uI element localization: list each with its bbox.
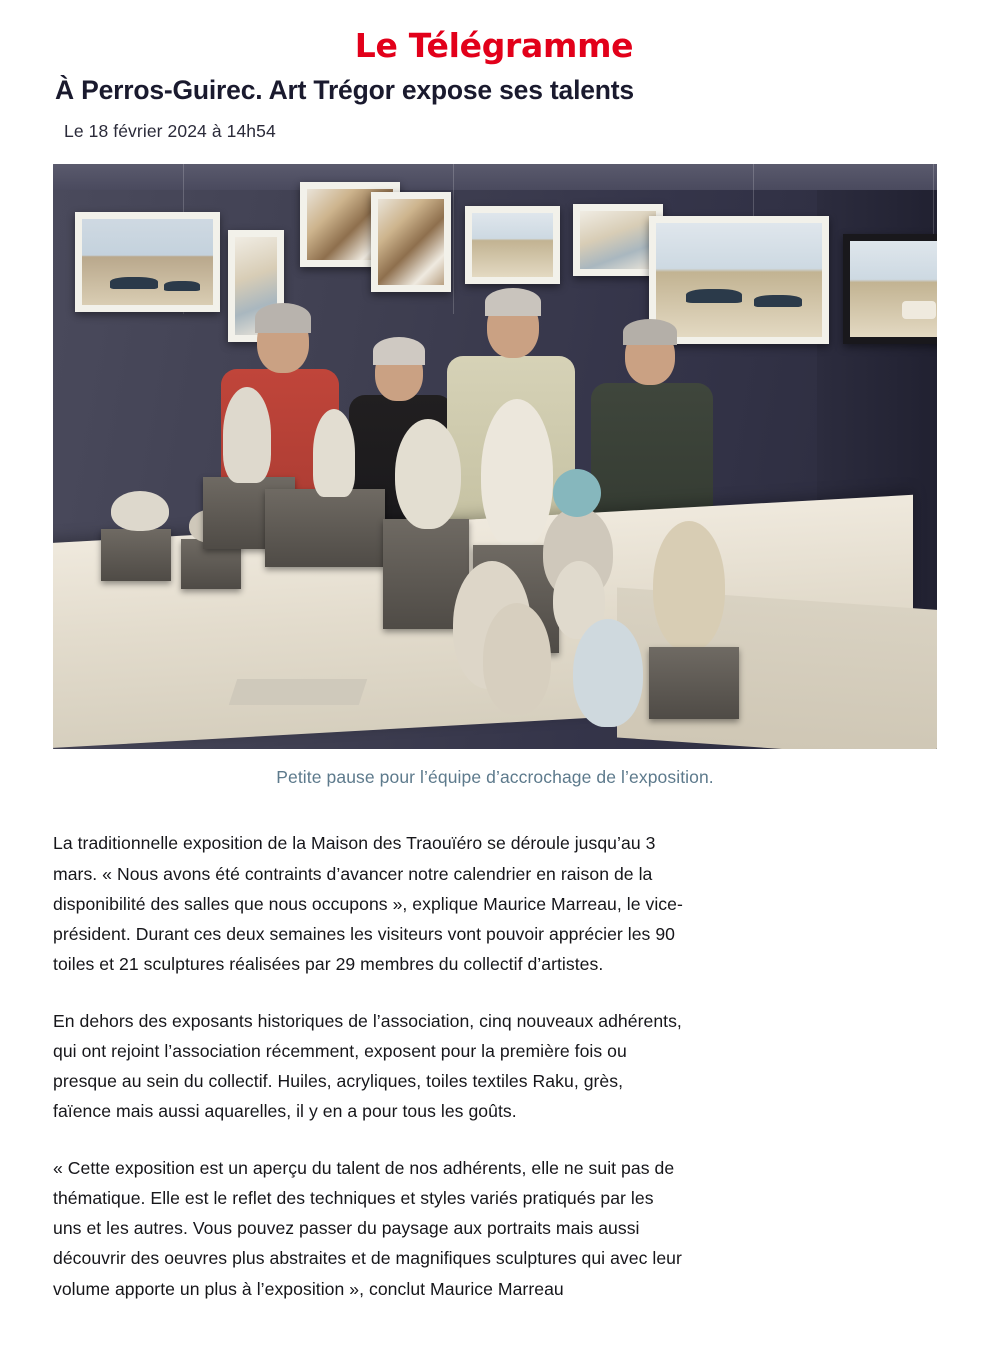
page-top-rule: [0, 0, 988, 6]
article-timestamp: Le 18 février 2024 à 14h54: [64, 121, 276, 142]
framed-painting: [465, 206, 560, 284]
sculpture-pedestal: [265, 489, 385, 567]
framed-painting: [371, 192, 451, 292]
sculpture-cat: [223, 387, 271, 483]
sculpture-pedestal: [649, 647, 739, 719]
painting-artwork: [850, 241, 937, 337]
hanging-wire: [933, 164, 934, 234]
article-figure: [53, 164, 937, 788]
article-paragraph: La traditionnelle exposition de la Maison des Traouïéro se déroule jusqu’au 3 mars. « Nous avons été contraints d’avancer notre calendrier en raison de la disponibilité des salles que nous occupons », explique Maurice Marreau, le vice-président. Durant ces deux semaines les visiteurs vont pouvoir apprécier les 90 toiles et 21 sculptures réalisées par 29 membres du collectif d’artistes.: [53, 833, 683, 975]
framed-painting: [75, 212, 220, 312]
painting-artwork: [580, 211, 656, 269]
painting-boat-shape: [754, 295, 802, 307]
painting-artwork: [472, 213, 553, 277]
sculpture-figure: [395, 419, 461, 529]
framed-painting: [843, 234, 937, 344]
person-hair: [485, 288, 541, 316]
person-hair: [623, 319, 677, 345]
article-photo: [53, 164, 937, 749]
article-paragraph: « Cette exposition est un aperçu du talent de nos adhérents, elle ne suit pas de thématique. Elle est le reflet des techniques et styles variés pratiqués par les uns et les autres. Vous pouvez passer du paysage aux portraits mais aussi découvrir des oeuvres plus abstraites et de magnifiques sculptures qui avec leur volume apporte un plus à l’exposition », conclut Maurice Marreau: [53, 1157, 682, 1299]
page-title: À Perros-Guirec. Art Trégor expose ses talents: [55, 75, 634, 106]
painting-artwork: [82, 219, 213, 305]
masthead: [0, 28, 988, 64]
sculpture-seal: [313, 409, 355, 497]
article-body: [53, 828, 683, 1304]
photo-caption: Petite pause pour l’équipe d’accrochage de l’exposition.: [276, 767, 714, 788]
gallery-ceiling: [53, 164, 937, 190]
sculpture-figure: [481, 399, 553, 549]
brochure-stack: [229, 679, 367, 705]
publication-title: Le Télégramme: [354, 26, 634, 65]
sculpture-figure: [573, 619, 643, 727]
article-paragraph: En dehors des exposants historiques de l’association, cinq nouveaux adhérents, qui ont rejoint l’association récemment, exposent pour la première fois ou presque au sein du collectif. Huiles, acryliques, toiles textiles Raku, grès, faïence mais aussi aquarelles, il y en a pour tous les goûts.: [53, 1010, 682, 1122]
sculpture-figure: [653, 521, 725, 651]
sculpture-figure: [483, 603, 551, 715]
hanging-wire: [753, 164, 754, 224]
painting-house-shape: [902, 301, 936, 319]
painting-boat-shape: [164, 281, 200, 291]
painting-artwork: [378, 199, 444, 285]
person-hair: [373, 337, 425, 365]
sculpture-animal: [111, 491, 169, 531]
sculpture-pedestal: [101, 529, 171, 581]
painting-boat-shape: [110, 277, 158, 289]
person-hair: [255, 303, 311, 333]
